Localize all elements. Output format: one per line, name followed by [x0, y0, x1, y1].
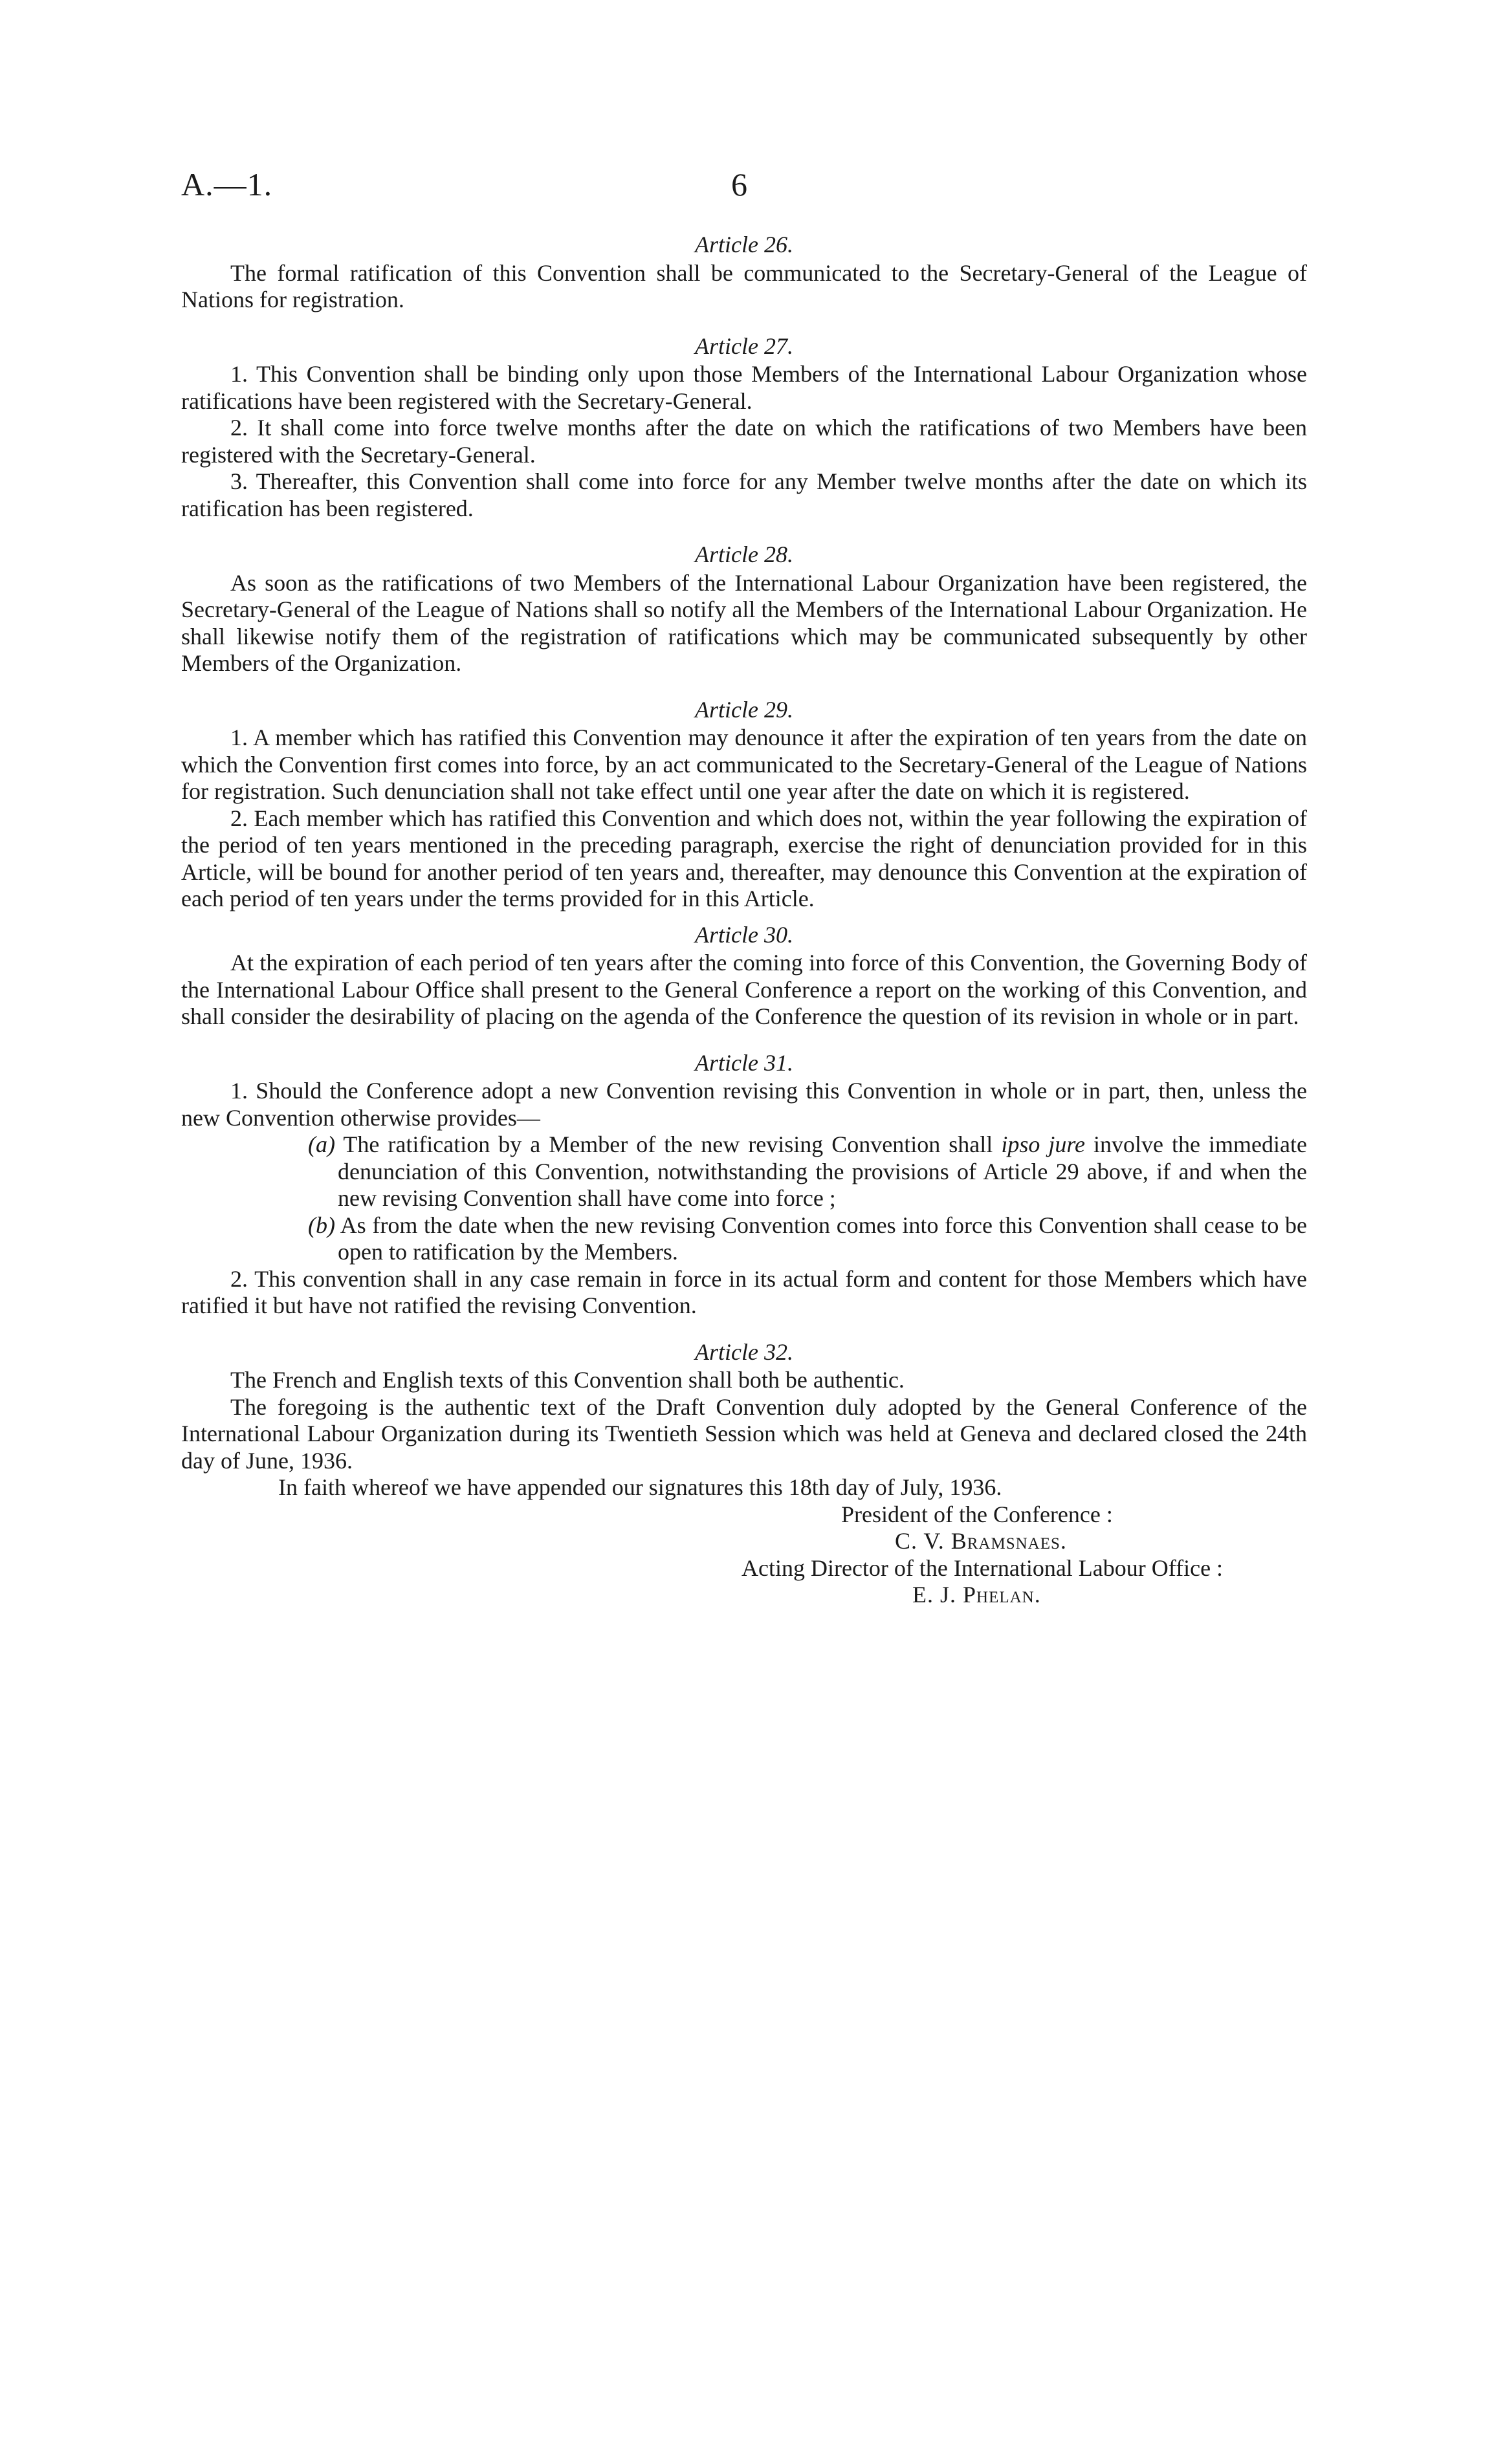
- article-paragraph: The French and English texts of this Convention shall both be authentic.: [230, 1367, 905, 1393]
- clause-text: The ratification by a Member of the new revising Convention shall: [343, 1131, 993, 1157]
- clause-text: As from the date when the new revising Convention comes into force this Convention shall cease to be open to ratification by the Members.: [338, 1212, 1307, 1265]
- president-title: President of the Conference :: [841, 1501, 1113, 1527]
- signature-block: [181, 1501, 1307, 1609]
- sub-clause-a: [181, 1131, 1307, 1212]
- article-title: Article 29.: [695, 696, 793, 723]
- article-paragraph: 2. It shall come into force twelve months after the date on which the ratifications of two Members have been registered with the Secretary-General.: [181, 415, 1307, 468]
- article-title: Article 32.: [695, 1338, 793, 1365]
- article-paragraph: 3. Thereafter, this Convention shall come into force for any Member twelve months after the date on which its ratification has been registered.: [181, 468, 1307, 521]
- article-31: [181, 1050, 1307, 1320]
- clause-label: (a): [308, 1131, 335, 1157]
- article-title: Article 31.: [695, 1049, 793, 1076]
- article-28: [181, 541, 1307, 677]
- clause-italic-term: ipso jure: [1001, 1131, 1086, 1157]
- sub-clause-b: [181, 1212, 1307, 1266]
- article-title: Article 27.: [695, 333, 793, 359]
- article-paragraph: As soon as the ratifications of two Members of the International Labour Organization have been registered, the Secretary-General of the League of Nations shall so notify all the Members of the International Labour Organization. He shall likewise notify them of the registration of ratifications which may be communicated subsequently by other Members of the Organization.: [181, 569, 1307, 676]
- article-title: Article 30.: [695, 921, 793, 948]
- president-name: C. V. Bramsnaes.: [895, 1528, 1067, 1554]
- article-30: [181, 922, 1307, 1030]
- article-paragraph: The foregoing is the authentic text of the Draft Convention duly adopted by the General Conference of the International Labour Organization during its Twentieth Session which was held at Geneva and declared closed the 24th day of June, 1936.: [181, 1393, 1307, 1474]
- article-title: Article 26.: [695, 232, 793, 257]
- page-number: 6: [731, 166, 747, 202]
- article-paragraph: 1. Should the Conference adopt a new Convention revising this Convention in whole or in part, then, unless the new Convention otherwise provides—: [181, 1078, 1307, 1131]
- clause-text: involve the immediate denunciation of this Convention, notwithstanding the provisions of Article 29 above, if and when the new revising Convention shall have come into force ;: [338, 1131, 1307, 1211]
- document-reference: A.—1.: [181, 166, 273, 202]
- article-paragraph: The formal ratification of this Convention shall be communicated to the Secretary-General of the League of Nations for registration.: [181, 259, 1307, 312]
- article-paragraph: In faith whereof we have appended our signatures this 18th day of July, 1936.: [278, 1474, 1002, 1500]
- director-name: E. J. Phelan.: [912, 1582, 1041, 1608]
- document-body: [181, 232, 1307, 1609]
- article-26: [181, 232, 1307, 314]
- article-paragraph: 1. This Convention shall be binding only upon those Members of the International Labour Organization whose ratifications have been registered with the Secretary-General.: [181, 361, 1307, 414]
- article-paragraph: At the expiration of each period of ten years after the coming into force of this Convention, the Governing Body of the International Labour Office shall present to the General Conference a report on the working of this Convention, and shall consider the desirability of placing on the agenda of the Conference the question of its revision in whole or in part.: [181, 950, 1307, 1029]
- clause-label: (b): [308, 1212, 335, 1238]
- page-header: [181, 166, 1307, 211]
- article-paragraph: 2. Each member which has ratified this Convention and which does not, within the year following the expiration of the period of ten years mentioned in the preceding paragraph, exercise the right of denunciation provided for in this Article, will be bound for another period of ten years and, thereafter, may denounce this Convention at the expiration of each period of ten years under the terms provided for in this Article.: [181, 805, 1307, 911]
- article-27: [181, 333, 1307, 523]
- director-title: Acting Director of the International Labour Office :: [742, 1554, 1224, 1581]
- article-29: [181, 697, 1307, 913]
- article-32: [181, 1339, 1307, 1501]
- article-paragraph: 2. This convention shall in any case remain in force in its actual form and content for those Members which have ratified it but have not ratified the revising Convention.: [181, 1265, 1307, 1318]
- article-paragraph: 1. A member which has ratified this Convention may denounce it after the expiration of ten years from the date on which the Convention first comes into force, by an act communicated to the Secretary-General of the League of Nations for registration. Such denunciation shall not take effect until one year after the date on which it is registered.: [181, 725, 1307, 804]
- article-title: Article 28.: [695, 541, 793, 567]
